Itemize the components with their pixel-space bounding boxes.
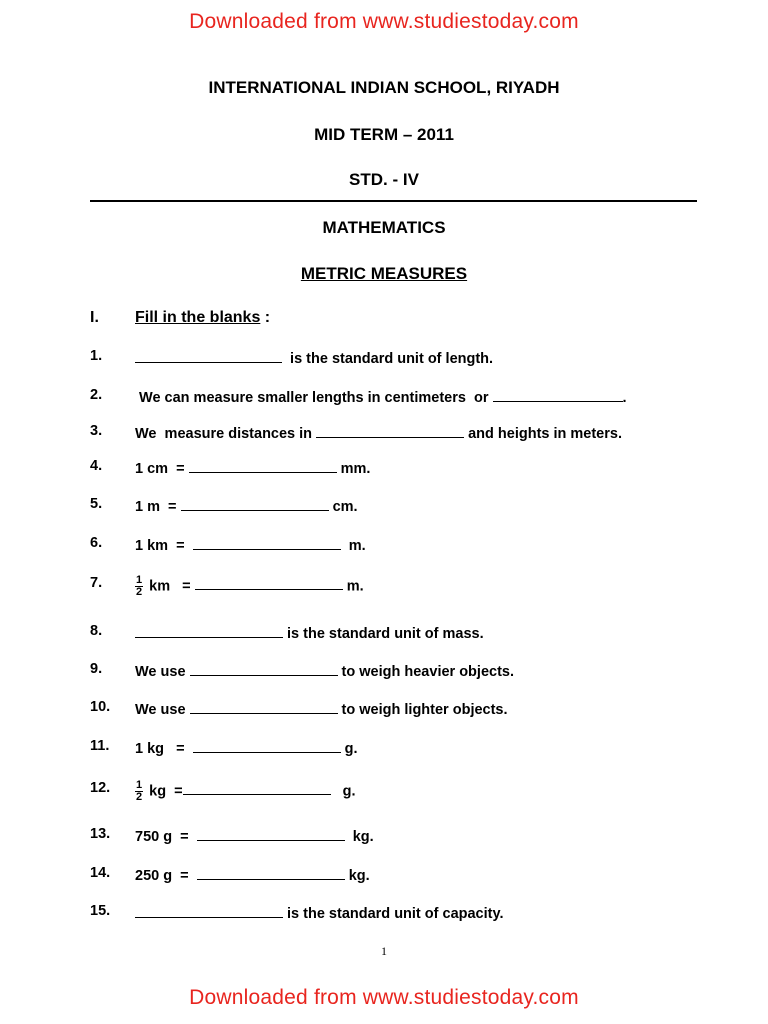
- question-number: 11.: [90, 738, 110, 754]
- subject-title: MATHEMATICS: [322, 218, 446, 237]
- question-number: 6.: [90, 535, 103, 551]
- question-text-after: .: [622, 390, 627, 406]
- question-text-after: mm.: [336, 461, 371, 477]
- question-text: [135, 458, 370, 477]
- question-text: [135, 699, 508, 718]
- download-banner-bottom: Downloaded from www.studiestoday.com: [189, 986, 579, 1009]
- question-text-after: m.: [342, 578, 364, 595]
- header-divider: [90, 200, 697, 202]
- question-text: [135, 575, 364, 598]
- answer-blank[interactable]: [135, 348, 282, 363]
- question-row: [0, 458, 768, 486]
- question-text-before: We measure distances in: [135, 426, 317, 442]
- question-row: [0, 348, 768, 376]
- question-number: 7.: [90, 575, 103, 591]
- fraction-numerator: 1: [136, 779, 143, 791]
- question-text: [135, 535, 366, 554]
- question-row: [0, 780, 768, 808]
- question-number: 15.: [90, 903, 111, 919]
- standard-label: STD. - IV: [349, 170, 419, 189]
- question-row: [0, 738, 768, 766]
- fraction-denominator: 2: [136, 586, 143, 598]
- section-title: [135, 309, 270, 327]
- question-text-before: 250 g =: [135, 868, 197, 884]
- question-text-before: 1 m =: [135, 499, 181, 515]
- question-text-after: cm.: [328, 499, 358, 515]
- fraction-denominator: 2: [136, 791, 143, 803]
- question-text-after: is the standard unit of mass.: [283, 626, 484, 642]
- question-text-after: g.: [330, 783, 356, 800]
- question-number: 12.: [90, 780, 111, 796]
- answer-blank[interactable]: [135, 903, 283, 918]
- question-number: 5.: [90, 496, 103, 512]
- question-text-after: g.: [340, 741, 358, 757]
- question-row: [0, 535, 768, 563]
- topic-title-text: METRIC MEASURES: [300, 264, 468, 283]
- question-text-before: 1 kg =: [135, 741, 193, 757]
- question-text-before: We can measure smaller lengths in centimeters or: [135, 390, 493, 406]
- page-number: 1: [381, 944, 387, 958]
- question-row: [0, 423, 768, 451]
- question-text: [135, 623, 484, 642]
- answer-blank[interactable]: [193, 535, 341, 550]
- question-row: [0, 387, 768, 415]
- answer-blank[interactable]: [189, 458, 337, 473]
- answer-blank[interactable]: [135, 623, 283, 638]
- question-text: [135, 903, 504, 922]
- question-text-before: 750 g =: [135, 829, 197, 845]
- question-number: 9.: [90, 661, 103, 677]
- question-text-before: kg =: [149, 783, 183, 800]
- question-text: [135, 661, 514, 680]
- answer-blank[interactable]: [190, 661, 338, 676]
- question-text: [135, 738, 358, 757]
- question-number: 13.: [90, 826, 111, 842]
- fraction-half: [135, 780, 143, 803]
- question-text-before: km =: [149, 578, 195, 595]
- question-number: 14.: [90, 865, 111, 881]
- question-text: [135, 826, 374, 845]
- answer-blank[interactable]: [316, 423, 464, 438]
- question-number: 1.: [90, 348, 103, 364]
- question-text: [135, 423, 622, 442]
- fraction-numerator: 1: [136, 574, 143, 586]
- question-number: 3.: [90, 423, 103, 439]
- section-title-colon: :: [260, 309, 271, 326]
- question-text-after: is the standard unit of length.: [282, 351, 494, 367]
- question-text-after: to weigh heavier objects.: [337, 664, 514, 680]
- question-row: [0, 865, 768, 893]
- question-row: [0, 826, 768, 854]
- question-row: [0, 496, 768, 524]
- question-text-before: We use: [135, 702, 190, 718]
- question-text-after: to weigh lighter objects.: [337, 702, 508, 718]
- question-row: [0, 699, 768, 727]
- answer-blank[interactable]: [190, 699, 338, 714]
- question-text-before: 1 cm =: [135, 461, 189, 477]
- section-number: I.: [90, 309, 99, 326]
- answer-blank[interactable]: [183, 780, 331, 795]
- question-number: 4.: [90, 458, 103, 474]
- question-number: 10.: [90, 699, 111, 715]
- question-text: [135, 348, 493, 367]
- school-name: INTERNATIONAL INDIAN SCHOOL, RIYADH: [208, 78, 560, 97]
- question-row: [0, 661, 768, 689]
- question-text: [135, 387, 627, 406]
- question-text-after: is the standard unit of capacity.: [283, 906, 504, 922]
- answer-blank[interactable]: [193, 738, 341, 753]
- question-row: [0, 903, 768, 931]
- question-row: [0, 575, 768, 603]
- question-text-after: kg.: [344, 868, 370, 884]
- exam-title: MID TERM – 2011: [314, 125, 454, 144]
- answer-blank[interactable]: [181, 496, 329, 511]
- section-heading: [0, 309, 768, 337]
- section-title-text: Fill in the blanks: [135, 309, 261, 326]
- answer-blank[interactable]: [493, 387, 623, 402]
- question-text-after: kg.: [344, 829, 374, 845]
- question-text-after: m.: [340, 538, 366, 554]
- answer-blank[interactable]: [197, 865, 345, 880]
- question-number: 2.: [90, 387, 103, 403]
- question-text: [135, 780, 356, 803]
- question-row: [0, 623, 768, 651]
- question-number: 8.: [90, 623, 103, 639]
- question-text: [135, 865, 370, 884]
- question-text: [135, 496, 358, 515]
- answer-blank[interactable]: [195, 575, 343, 590]
- topic-title: [0, 264, 768, 284]
- question-text-after: and heights in meters.: [464, 426, 622, 442]
- question-text-before: We use: [135, 664, 190, 680]
- download-banner-top: Downloaded from www.studiestoday.com: [189, 10, 579, 33]
- fraction-half: [135, 575, 143, 598]
- answer-blank[interactable]: [197, 826, 345, 841]
- question-text-before: 1 km =: [135, 538, 193, 554]
